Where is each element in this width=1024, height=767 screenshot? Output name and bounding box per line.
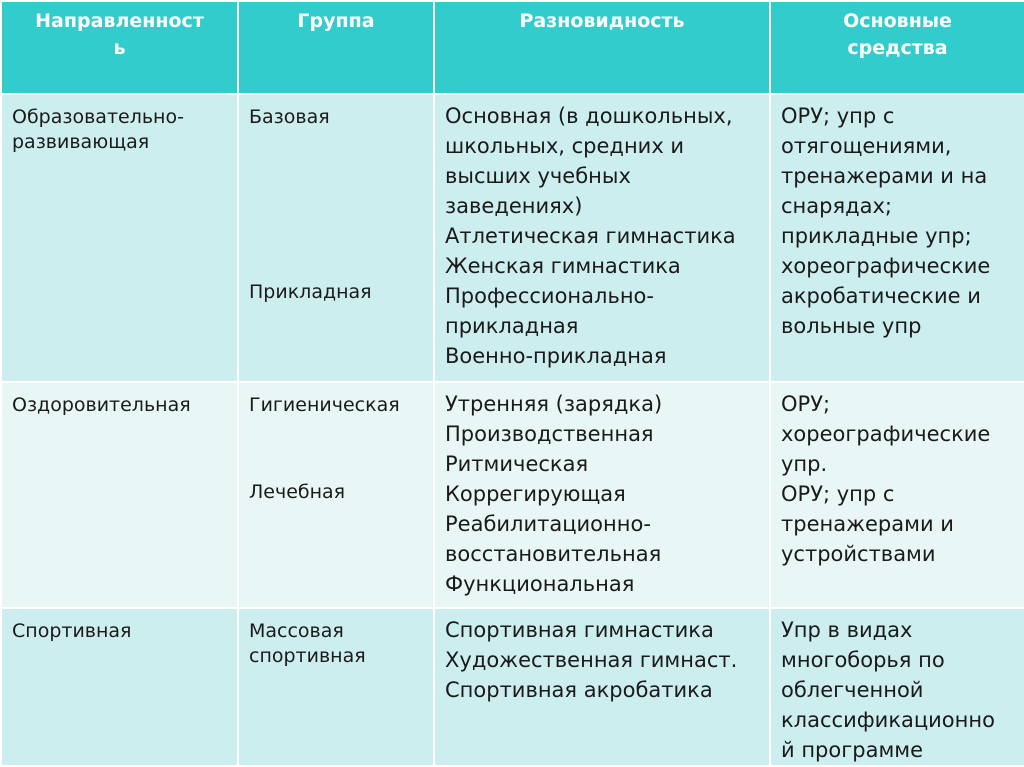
means-cell: ОРУ; упр с отягощениями, тренажерами и на снарядах; прикладные упр; хореографические акробатические и вольные упр [770, 94, 1024, 382]
variety-cell: Спортивная гимнастика Художественная гимнаст. Спортивная акробатика [434, 608, 770, 766]
variety-cell: Основная (в дошкольных, школьных, средних и высших учебных заведениях) Атлетическая гимнастика Женская гимнастика Профессионально- прикладная Военно-прикладная [434, 94, 770, 382]
variety-cell: Утренняя (зарядка) Производственная Ритмическая Коррегирующая Реабилитационно- восстановительная Функциональная [434, 382, 770, 608]
header-group: Группа [238, 1, 434, 94]
table-row [1, 608, 1024, 766]
header-variety: Разновидность [434, 1, 770, 94]
group-cell: Массовая спортивная [238, 608, 434, 766]
means-cell: ОРУ; хореографические упр. ОРУ; упр с тренажерами и устройствами [770, 382, 1024, 608]
direction-cell: Образовательно- развивающая [1, 94, 238, 382]
direction-cell: Спортивная [1, 608, 238, 766]
header-row [1, 1, 1024, 94]
group-cell: Гигиеническая Лечебная [238, 382, 434, 608]
group-cell: Базовая Прикладная [238, 94, 434, 382]
table-row [1, 382, 1024, 608]
header-direction: Направленност ь [1, 1, 238, 94]
direction-cell: Оздоровительная [1, 382, 238, 608]
means-cell: Упр в видах многоборья по облегченной классификационно й программе [770, 608, 1024, 766]
header-means: Основные средства [770, 1, 1024, 94]
table-row [1, 94, 1024, 382]
